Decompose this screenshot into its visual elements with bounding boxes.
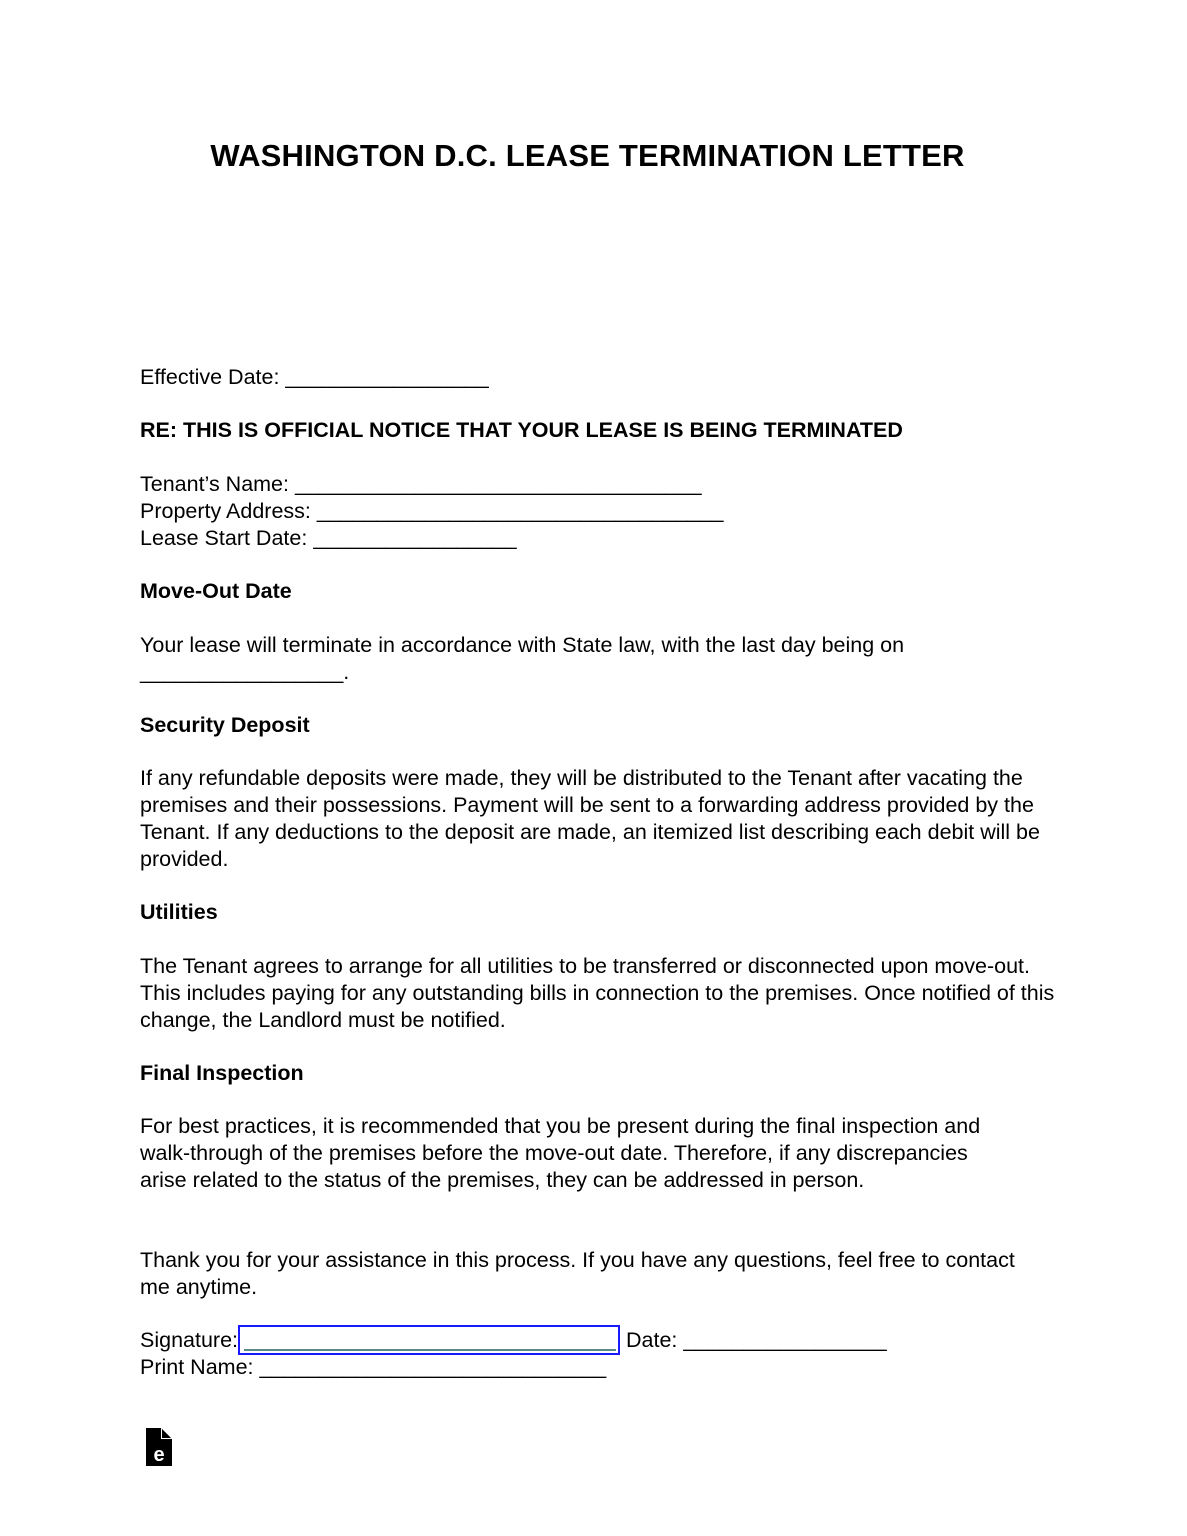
- section-body-move-out: Your lease will terminate in accordance with State law, with the last day being on _________________.: [140, 633, 905, 684]
- lease-start-date-field[interactable]: _________________: [313, 526, 517, 550]
- property-address-field[interactable]: __________________________________: [316, 499, 724, 523]
- print-name-field[interactable]: _____________________________: [259, 1355, 607, 1379]
- lease-start-date-label: Lease Start Date:: [140, 526, 308, 550]
- effective-date-line: [140, 364, 489, 391]
- section-body-utilities: The Tenant agrees to arrange for all utilities to be transferred or disconnected upon move-out. This includes paying for any outstanding bills in connection to the premises. Once notified of this change, the Landlord must be notified.: [140, 954, 1055, 1032]
- re-line: RE: THIS IS OFFICIAL NOTICE THAT YOUR LEASE IS BEING TERMINATED: [140, 418, 903, 442]
- print-name-label: Print Name:: [140, 1355, 254, 1379]
- section-body-security-deposit: If any refundable deposits were made, they will be distributed to the Tenant after vacating the premises and their possessions. Payment will be sent to a forwarding address provided by the Tenant. If any deductions to the deposit are made, an itemized list describing each debit will be provided.: [140, 766, 1040, 871]
- effective-date-label: Effective Date:: [140, 365, 280, 389]
- signature-label: Signature:: [140, 1328, 239, 1352]
- svg-text:e: e: [153, 1444, 165, 1466]
- property-address-line: [140, 498, 723, 525]
- print-name-line: [140, 1354, 606, 1381]
- closing-text: Thank you for your assistance in this process. If you have any questions, feel free to contact me anytime.: [140, 1248, 1015, 1299]
- effective-date-field[interactable]: _________________: [285, 365, 489, 389]
- tenant-name-field[interactable]: __________________________________: [294, 472, 702, 496]
- property-address-label: Property Address:: [140, 499, 311, 523]
- lease-start-date-line: [140, 525, 517, 552]
- section-heading-final-inspection: Final Inspection: [140, 1061, 304, 1085]
- eforms-logo-icon: [146, 1428, 172, 1466]
- document-title: WASHINGTON D.C. LEASE TERMINATION LETTER: [210, 138, 965, 173]
- tenant-name-label: Tenant’s Name:: [140, 472, 289, 496]
- signature-field[interactable]: [238, 1325, 620, 1355]
- section-heading-security-deposit: Security Deposit: [140, 713, 310, 737]
- section-heading-move-out: Move-Out Date: [140, 579, 292, 603]
- date-label: Date:: [626, 1328, 678, 1352]
- signature-line: [140, 1327, 887, 1355]
- date-field[interactable]: _________________: [683, 1328, 887, 1352]
- section-body-final-inspection: For best practices, it is recommended that you be present during the final inspection and walk-through of the premises before the move-out date. Therefore, if any discrepancies arise related to the status of the premises, they can be addressed in person.: [140, 1114, 981, 1192]
- section-heading-utilities: Utilities: [140, 900, 218, 924]
- tenant-name-line: [140, 471, 702, 498]
